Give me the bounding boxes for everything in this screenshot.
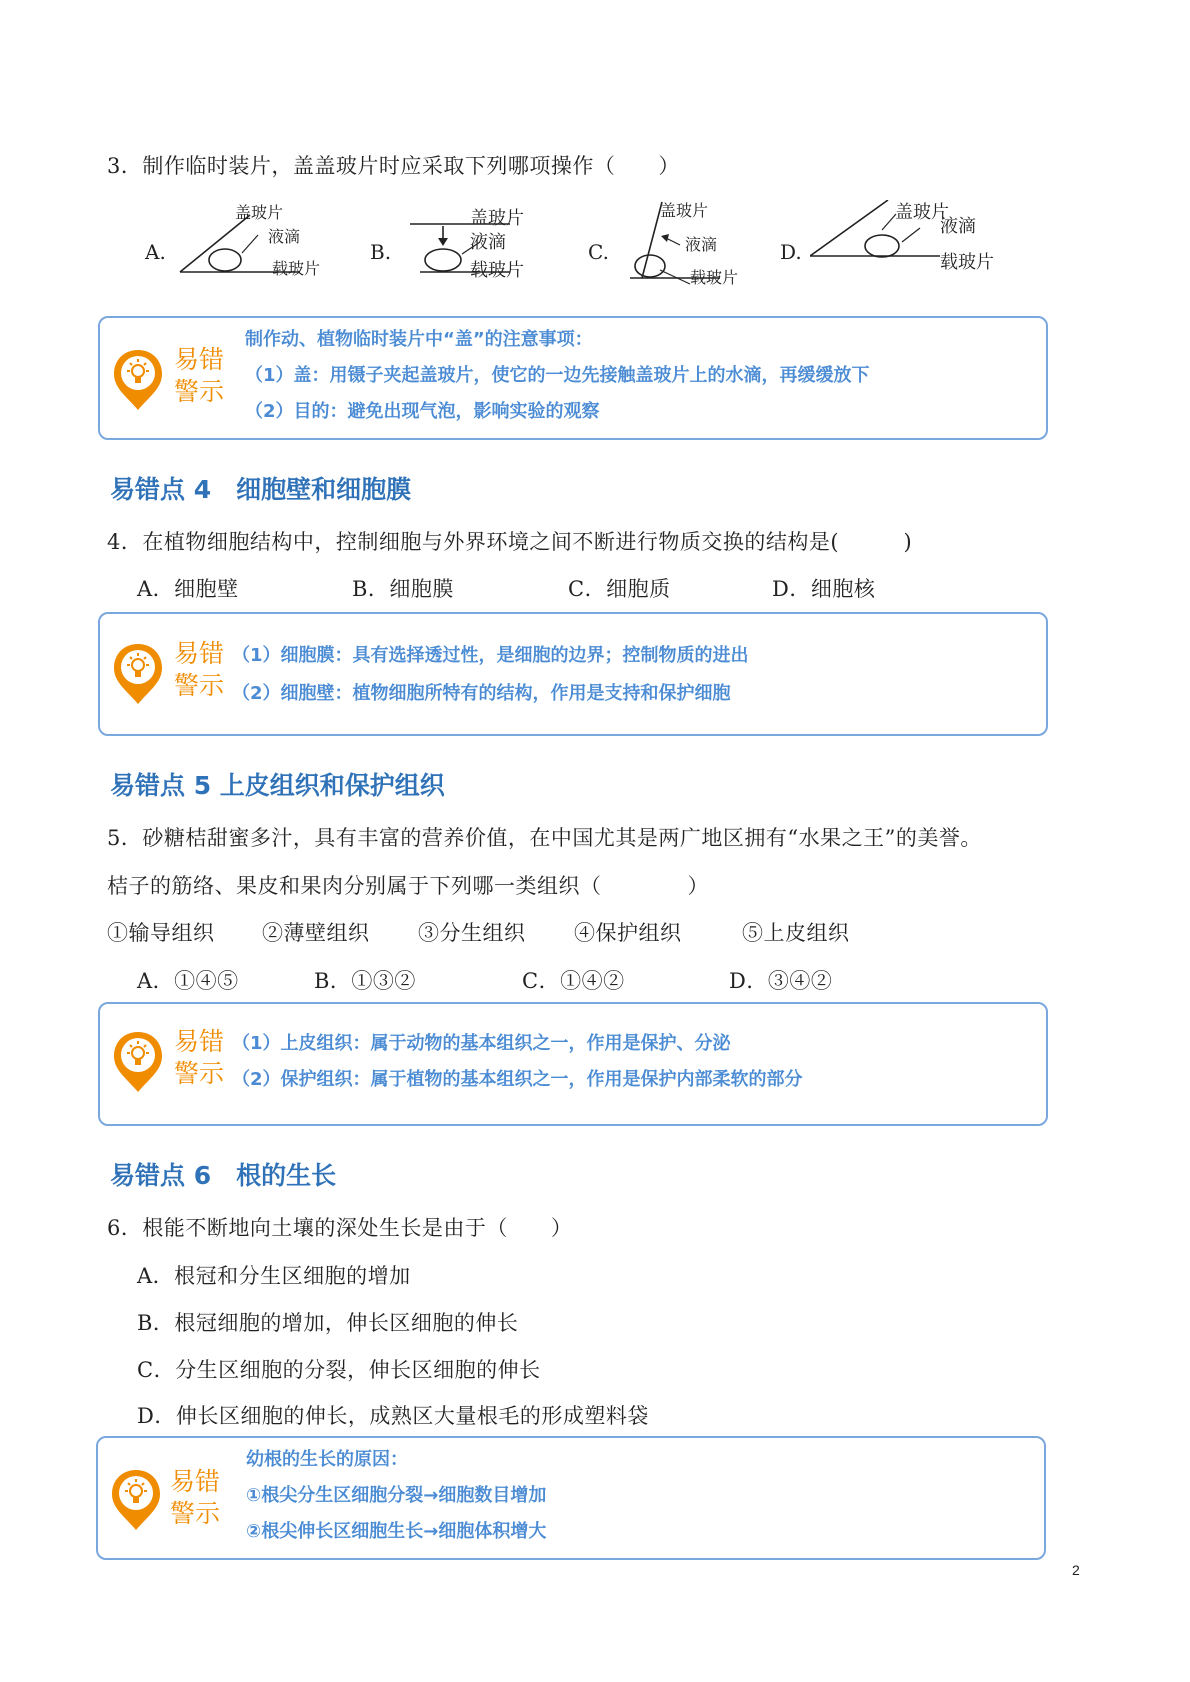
- tip-line: ②根尖伸长区细胞生长→细胞体积增大: [246, 1521, 547, 1542]
- q3-diagrams: [140, 200, 1040, 300]
- q6-option-b: B．根冠细胞的增加，伸长区细胞的伸长: [137, 1311, 519, 1335]
- q5-option-a: A．①④⑤: [137, 969, 239, 993]
- option-d-label: D.: [780, 240, 802, 264]
- warn-label-line1: 易错: [174, 1027, 225, 1056]
- tip-line: （1）盖：用镊子夹起盖玻片，使它的一边先接触盖玻片上的水滴，再缓缓放下: [245, 365, 870, 386]
- warn-label-line1: 易错: [174, 639, 225, 668]
- b-drop-label: 液滴: [470, 232, 506, 253]
- q5-item-5: ⑤上皮组织: [742, 921, 850, 945]
- tip-line: （2）细胞壁：植物细胞所特有的结构，作用是支持和保护细胞: [232, 683, 731, 704]
- question-6-stem: 6．根能不断地向土壤的深处生长是由于（ ）: [107, 1216, 573, 1240]
- warn-label: [174, 638, 224, 702]
- tip-box-q5: [98, 1002, 1048, 1126]
- c-cover-label: 盖玻片: [660, 201, 709, 220]
- question-4-stem: 4．在植物细胞结构中，控制细胞与外界环境之间不断进行物质交换的结构是( ): [107, 530, 913, 554]
- question-3-stem: 3．制作临时装片，盖盖玻片时应采取下列哪项操作（ ）: [107, 154, 680, 178]
- warn-label-line2: 警示: [174, 377, 225, 406]
- question-5-stem-1: 5．砂糖桔甜蜜多汁，具有丰富的营养价值，在中国尤其是两广地区拥有“水果之王”的美誉。: [107, 826, 982, 850]
- q5-item-2: ②薄壁组织: [262, 921, 370, 945]
- tip-line: 制作动、植物临时装片中“盖”的注意事项：: [245, 329, 593, 350]
- a-slide-label: 载玻片: [272, 259, 321, 278]
- lightbulb-pin-icon: [112, 642, 164, 706]
- q4-option-c: C．细胞质: [568, 577, 671, 601]
- b-cover-label: 盖玻片: [470, 208, 524, 229]
- warn-label-line1: 易错: [170, 1467, 221, 1496]
- tip-line: （1）细胞膜：具有选择透过性，是细胞的边界；控制物质的进出: [232, 645, 749, 666]
- d-slide-label: 载玻片: [940, 252, 994, 273]
- q6-option-a: A．根冠和分生区细胞的增加: [137, 1264, 411, 1288]
- q5-option-d: D．③④②: [729, 969, 833, 993]
- q4-option-b: B．细胞膜: [352, 577, 454, 601]
- section-heading-4: 易错点 4 细胞壁和细胞膜: [110, 475, 412, 504]
- tip-line: 幼根的生长的原因：: [246, 1449, 408, 1470]
- warn-label: [174, 344, 224, 408]
- lightbulb-pin-icon: [110, 1468, 162, 1532]
- warn-label-line2: 警示: [174, 671, 225, 700]
- q5-option-c: C．①④②: [522, 969, 625, 993]
- option-b-label: B.: [370, 240, 392, 264]
- option-a-label: A.: [145, 240, 166, 264]
- lightbulb-pin-icon: [112, 348, 164, 412]
- tip-line: （2）保护组织：属于植物的基本组织之一，作用是保护内部柔软的部分: [232, 1069, 803, 1090]
- warn-label: [170, 1466, 220, 1530]
- q6-option-d: D．伸长区细胞的伸长，成熟区大量根毛的形成塑料袋: [137, 1404, 649, 1428]
- a-cover-label: 盖玻片: [235, 203, 284, 222]
- warn-label-line1: 易错: [174, 345, 225, 374]
- q6-option-c: C．分生区细胞的分裂，伸长区细胞的伸长: [137, 1358, 541, 1382]
- warn-label: [174, 1026, 224, 1090]
- section-heading-5: 易错点 5 上皮组织和保护组织: [110, 771, 445, 800]
- q5-option-b: B．①③②: [314, 969, 416, 993]
- page-number: 2: [1072, 1562, 1080, 1578]
- q4-option-a: A．细胞壁: [137, 577, 239, 601]
- tip-line: （2）目的：避免出现气泡，影响实验的观察: [245, 401, 600, 422]
- question-5-stem-2: 桔子的筋络、果皮和果肉分别属于下列哪一类组织（ ）: [107, 874, 709, 898]
- warn-label-line2: 警示: [170, 1499, 221, 1528]
- a-drop-label: 液滴: [268, 227, 301, 246]
- d-drop-label: 液滴: [940, 216, 976, 237]
- c-slide-label: 载玻片: [690, 268, 739, 287]
- tip-box-q3: [98, 316, 1048, 440]
- tip-line: （1）上皮组织：属于动物的基本组织之一，作用是保护、分泌: [232, 1033, 731, 1054]
- tip-box-q4: [98, 612, 1048, 736]
- warn-label-line2: 警示: [174, 1059, 225, 1088]
- tip-line: ①根尖分生区细胞分裂→细胞数目增加: [246, 1485, 547, 1506]
- option-c-label: C.: [588, 240, 609, 264]
- q5-item-1: ①输导组织: [107, 921, 215, 945]
- tip-box-q6: [96, 1436, 1046, 1560]
- q5-item-3: ③分生组织: [418, 921, 526, 945]
- section-heading-6: 易错点 6 根的生长: [110, 1161, 337, 1190]
- b-slide-label: 载玻片: [470, 260, 524, 281]
- d-cover-label: 盖玻片: [895, 202, 949, 223]
- q4-option-d: D．细胞核: [772, 577, 876, 601]
- q5-item-4: ④保护组织: [574, 921, 682, 945]
- lightbulb-pin-icon: [112, 1030, 164, 1094]
- c-drop-label: 液滴: [685, 235, 718, 254]
